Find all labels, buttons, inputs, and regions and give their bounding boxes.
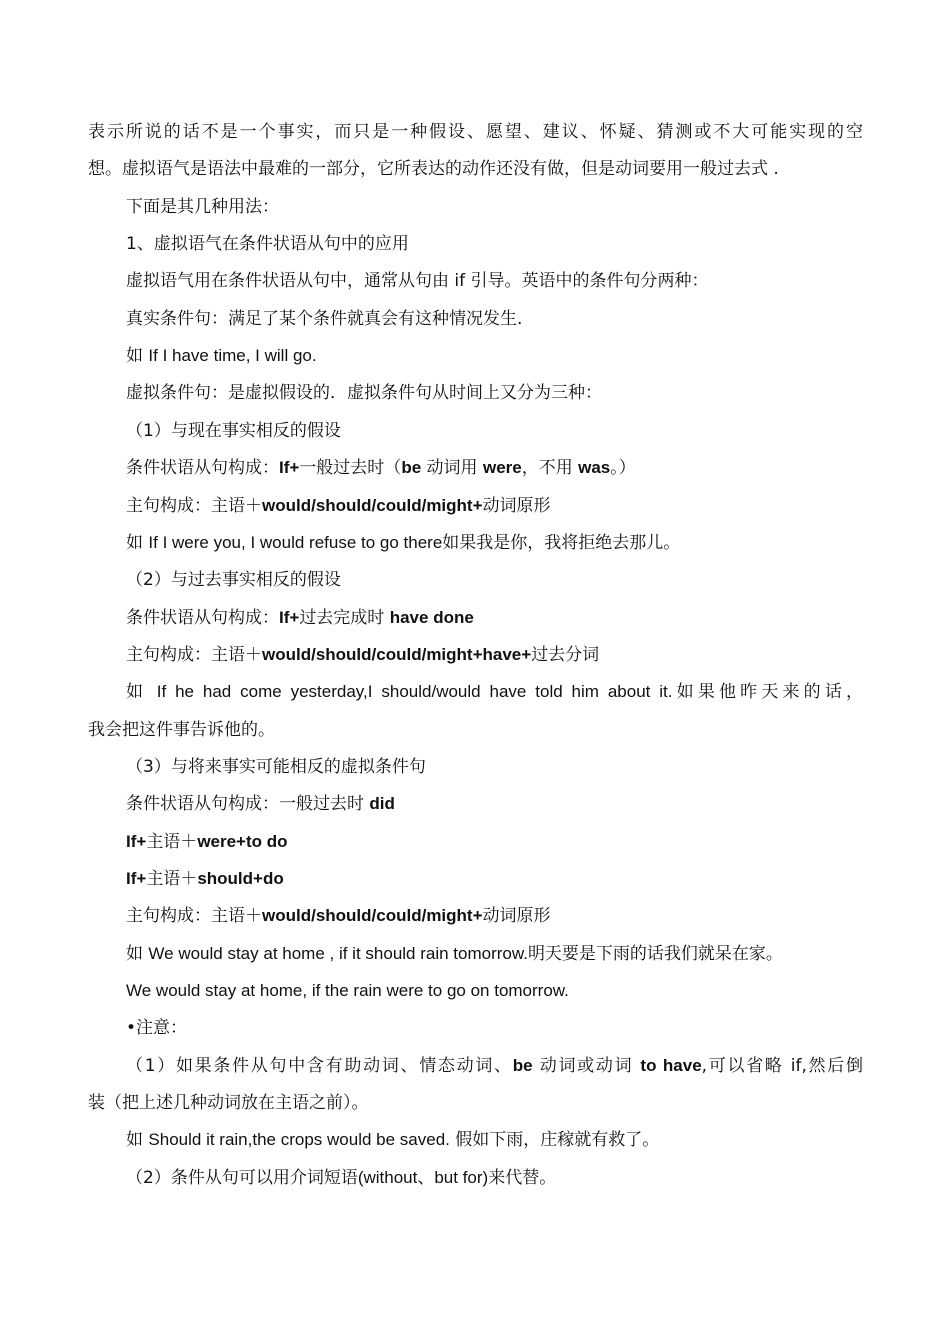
- text: 主语＋: [146, 869, 198, 889]
- text: 动词用: [421, 458, 483, 478]
- keyword: was: [578, 458, 611, 477]
- intro-line-1: 表示所说的话不是一个事实，而只是一种假设、愿望、建议、怀疑、猜测或不大可能实现的空: [88, 122, 863, 142]
- unreal-condition-definition: 虚拟条件句：是虚拟假设的．虚拟条件句从时间上又分为三种：: [126, 383, 602, 403]
- example-sentence: If he had come yesterday,I should/would have told him about it.: [156, 682, 673, 701]
- case-3-main-clause-form: [126, 904, 551, 928]
- example-prefix: 如: [126, 1130, 149, 1150]
- case-2-example: [126, 680, 863, 704]
- text: (without、but for): [357, 1168, 489, 1187]
- case-1-main-clause-form: [126, 494, 551, 518]
- example-translation: 如果他昨天来的话，: [672, 682, 864, 702]
- keyword: be: [512, 1056, 533, 1075]
- case-2-main-clause-form: [126, 643, 599, 667]
- example-sentence: Should it rain,the crops would be saved.: [148, 1130, 450, 1149]
- label: 主句构成：主语＋: [126, 906, 262, 926]
- label: 主句构成：主语＋: [126, 645, 262, 665]
- label: 条件状语从句构成：: [126, 608, 279, 628]
- keyword: to have: [640, 1056, 702, 1075]
- text: 来代替。: [488, 1168, 557, 1188]
- real-condition-definition: 真实条件句：满足了某个条件就真会有这种情况发生.: [126, 309, 523, 329]
- case-3-example-1: [126, 942, 783, 966]
- formula: would/should/could/might+: [262, 496, 483, 515]
- note-1: [126, 1054, 863, 1078]
- case-2-condition-form: [126, 606, 474, 630]
- example-prefix: 如: [126, 944, 149, 964]
- text: 主语＋: [146, 832, 198, 852]
- intro-line-2: 想。虚拟语气是语法中最难的一部分，它所表达的动作还没有做，但是动词要用一般过去式 .: [88, 159, 779, 179]
- note-1-continued: 装（把上述几种动词放在主语之前）。: [88, 1093, 369, 1113]
- text: ，不用: [521, 458, 579, 478]
- formula: would/should/could/might+: [262, 906, 483, 925]
- section-1-heading: 1、虚拟语气在条件状语从句中的应用: [126, 234, 409, 254]
- note-2: [126, 1166, 556, 1190]
- case-1-heading: （1）与现在事实相反的假设: [126, 421, 341, 441]
- text: ,可以省略 if,然后倒: [701, 1056, 863, 1076]
- note-1-example: [126, 1128, 659, 1152]
- formula: If+: [126, 832, 147, 851]
- text: （2）条件从句可以用介词短语: [126, 1168, 358, 1188]
- keyword: did: [369, 794, 395, 813]
- formula: should+do: [197, 869, 284, 888]
- formula: If+: [279, 608, 300, 627]
- section-1-paragraph: 虚拟语气用在条件状语从句中，通常从句由 if 引导。英语中的条件句分两种：: [126, 271, 709, 291]
- example-prefix: 如: [126, 682, 157, 702]
- case-1-condition-form: [126, 456, 636, 480]
- keyword: be: [401, 458, 422, 477]
- formula: were+to do: [197, 832, 288, 851]
- example-prefix: 如: [126, 533, 149, 553]
- notes-heading: •注意：: [126, 1018, 188, 1038]
- example-sentence: If I were you, I would refuse to go there: [148, 533, 443, 552]
- real-condition-example: [126, 344, 317, 368]
- label: 条件状语从句构成：一般过去时: [126, 794, 370, 814]
- keyword: were: [482, 458, 522, 477]
- case-3-formula-2: [126, 867, 284, 891]
- example-sentence: We would stay at home , if it should rain tomorrow.: [148, 944, 528, 963]
- case-1-example: [126, 531, 680, 555]
- case-3-condition-form: [126, 792, 395, 816]
- usage-intro: 下面是其几种用法：: [126, 197, 279, 217]
- example-translation: 明天要是下雨的话我们就呆在家。: [527, 944, 783, 964]
- text: 动词或动词: [532, 1056, 641, 1076]
- label: 条件状语从句构成：: [126, 458, 279, 478]
- example-translation: 如果我是你，我将拒绝去那儿。: [442, 533, 681, 553]
- formula: If+: [279, 458, 300, 477]
- case-3-heading: （3）与将来事实可能相反的虚拟条件句: [126, 757, 426, 777]
- text: （1）如果条件从句中含有助动词、情态动词、: [126, 1056, 513, 1076]
- text: 。）: [610, 458, 636, 478]
- text: 动词原形: [482, 496, 551, 516]
- label: 主句构成：主语＋: [126, 496, 262, 516]
- example-prefix: 如: [126, 346, 143, 366]
- case-2-example-continued: 我会把这件事告诉他的。: [88, 720, 275, 740]
- formula: would/should/could/might+have+: [262, 645, 532, 664]
- keyword: have done: [389, 608, 474, 627]
- case-3-formula-1: [126, 830, 288, 854]
- case-2-heading: （2）与过去事实相反的假设: [126, 570, 341, 590]
- case-3-example-2: We would stay at home, if the rain were to go on tomorrow.: [126, 981, 569, 1000]
- text: 过去分词: [531, 645, 600, 665]
- example-sentence: If I have time, I will go.: [148, 346, 317, 365]
- formula: If+: [126, 869, 147, 888]
- text: 动词原形: [482, 906, 551, 926]
- text: 一般过去时（: [299, 458, 402, 478]
- text: 过去完成时: [299, 608, 390, 628]
- example-translation: 假如下雨，庄稼就有救了。: [449, 1130, 660, 1150]
